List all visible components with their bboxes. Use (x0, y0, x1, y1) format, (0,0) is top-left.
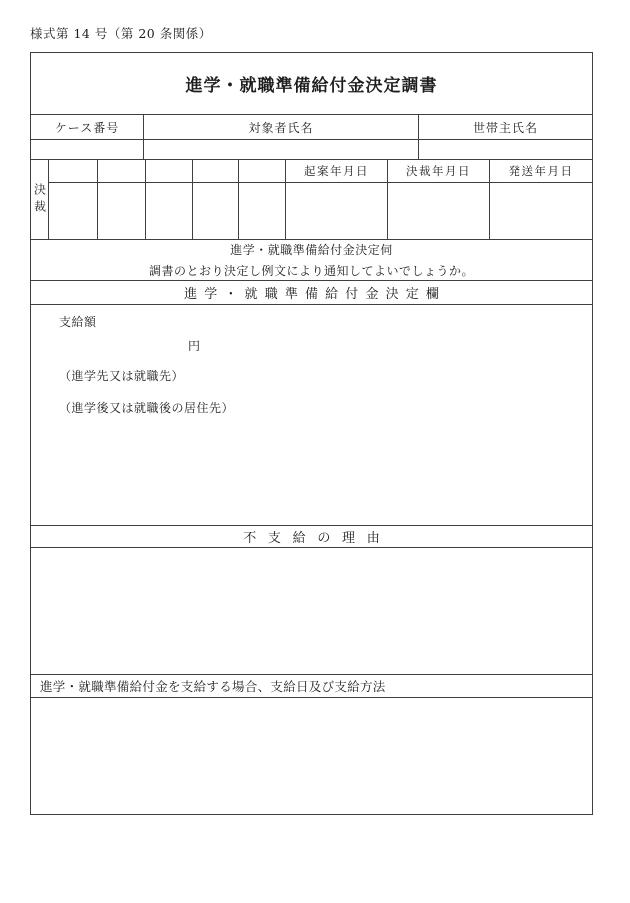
case-number-value-cell (31, 140, 144, 159)
approval-stamp-column (49, 160, 98, 239)
approval-vertical-label: 決裁 (32, 182, 47, 217)
approval-stamp-column (239, 160, 286, 239)
dispatch-date-value-cell (490, 183, 592, 239)
school-or-work-label: （進学先又は就職先） (59, 369, 185, 383)
draft-date-value-cell (286, 183, 387, 239)
approval-date-header: 決裁年月日 (388, 160, 489, 183)
non-payment-header-row (31, 525, 592, 547)
title-row (31, 53, 592, 114)
form-number-label: 様式第 14 号（第 20 条関係） (30, 26, 212, 41)
approval-date-column (388, 160, 490, 239)
non-payment-reason-cell (31, 547, 592, 674)
document-title: 進学・就職準備給付金決定調書 (185, 76, 438, 96)
payment-method-detail-cell (31, 697, 592, 816)
decision-section-header-row (31, 280, 592, 304)
approval-stamp-column (193, 160, 239, 239)
householder-name-header: 世帯主氏名 (472, 120, 538, 135)
id-header-row (31, 114, 592, 139)
approval-row (31, 159, 592, 239)
householder-name-value-cell (419, 140, 592, 159)
residence-label: （進学後又は就職後の居住先） (59, 401, 235, 415)
payment-method-header-row (31, 674, 592, 697)
currency-unit-label: 円 (188, 339, 201, 353)
approval-stamp-column (98, 160, 146, 239)
approval-date-value-cell (388, 183, 489, 239)
case-number-header: ケース番号 (31, 115, 144, 139)
payment-method-header: 進学・就職準備給付金を支給する場合、支給日及び支給方法 (40, 679, 386, 694)
amount-label: 支給額 (59, 315, 97, 329)
dispatch-date-column (490, 160, 592, 239)
inquiry-question: 調書のとおり決定し例文により通知してよいでしょうか。 (148, 264, 474, 278)
draft-date-column (286, 160, 388, 239)
approval-vertical-label-cell (31, 160, 49, 239)
decision-detail-cell (31, 304, 592, 525)
non-payment-header: 不支給の理由 (243, 531, 392, 546)
subject-name-value-cell (144, 140, 419, 159)
approval-stamp-column (146, 160, 193, 239)
dispatch-date-header: 発送年月日 (490, 160, 592, 183)
id-value-row (31, 139, 592, 159)
inquiry-row (31, 239, 592, 280)
benefit-decision-form (30, 52, 593, 815)
decision-section-header: 進学・就職準備給付金決定欄 (184, 287, 447, 302)
subject-name-header: 対象者氏名 (144, 115, 419, 139)
inquiry-title: 進学・就職準備給付金決定伺 (230, 243, 393, 257)
draft-date-header: 起案年月日 (286, 160, 387, 183)
